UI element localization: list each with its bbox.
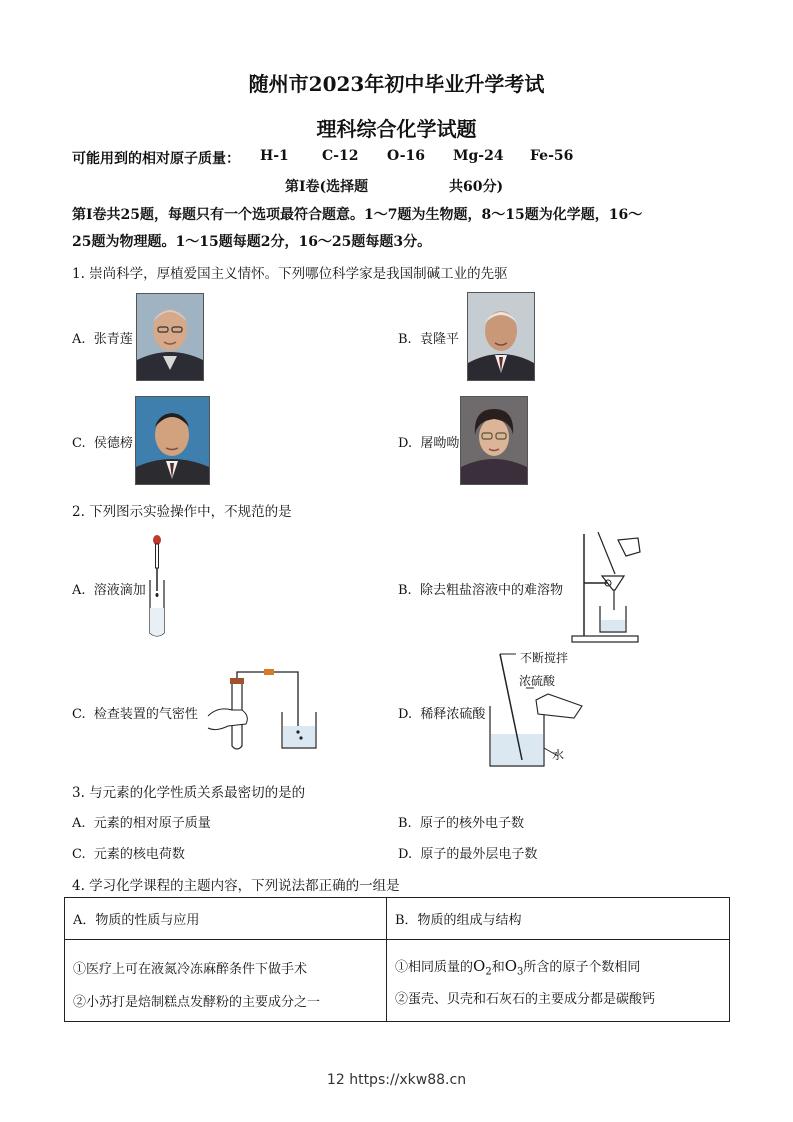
atomic-mass-h: H-1 bbox=[260, 148, 289, 164]
option-text: 侯德榜 bbox=[93, 436, 133, 451]
scientist-photo-b bbox=[467, 292, 535, 381]
page-footer bbox=[0, 1072, 793, 1088]
question-1-stem: 1. 崇尚科学，厚植爱国主义情怀。下列哪位科学家是我国制碱工业的先驱 bbox=[72, 266, 508, 282]
option-text: 原子的最外层电子数 bbox=[420, 847, 538, 862]
option-letter: D. bbox=[398, 847, 413, 862]
b1-prefix: ①相同质量的 bbox=[395, 960, 474, 975]
formula-o3-sub: 3 bbox=[517, 966, 524, 978]
dilution-diagram bbox=[486, 648, 596, 772]
option-letter: D. bbox=[398, 707, 413, 722]
option-text: 元素的相对原子质量 bbox=[93, 816, 211, 831]
option-text: 稀释浓硫酸 bbox=[420, 707, 486, 722]
option-letter: B. bbox=[398, 583, 412, 598]
q3-option-a[interactable] bbox=[72, 812, 211, 831]
q4-options-table bbox=[64, 897, 730, 1022]
option-text: 原子的核外电子数 bbox=[419, 816, 524, 831]
atomic-mass-label: 可能用到的相对原子质量： bbox=[72, 151, 240, 167]
option-letter: B. bbox=[398, 332, 412, 347]
q4-a-statement-1: ①医疗上可在液氮冷冻麻醉条件下做手术 bbox=[73, 962, 308, 977]
section-score: 共60分) bbox=[449, 179, 504, 195]
q4-a-statement-2: ②小苏打是焙制糕点发酵粉的主要成分之一 bbox=[73, 995, 321, 1010]
filtration-diagram bbox=[568, 528, 644, 644]
q3-option-c[interactable] bbox=[72, 843, 185, 862]
option-letter: A. bbox=[72, 332, 86, 347]
q1-option-a[interactable] bbox=[72, 328, 133, 347]
q1-option-d[interactable] bbox=[398, 432, 459, 451]
section-title: 第Ⅰ卷(选择题 bbox=[285, 179, 369, 195]
dropper-diagram bbox=[145, 533, 169, 639]
atomic-mass-fe: Fe-56 bbox=[530, 148, 574, 164]
q3-option-d[interactable] bbox=[398, 843, 537, 862]
formula-o2-sub: 2 bbox=[485, 966, 492, 978]
label-conc-acid: 浓硫酸 bbox=[519, 674, 556, 688]
q1-option-b[interactable] bbox=[398, 328, 459, 347]
q3-option-b[interactable] bbox=[398, 812, 524, 831]
option-text: 袁隆平 bbox=[419, 332, 459, 347]
exam-subtitle: 理科综合化学试题 bbox=[316, 117, 477, 141]
question-2-stem: 2. 下列图示实验操作中，不规范的是 bbox=[72, 504, 292, 520]
q4-option-a-body bbox=[65, 940, 387, 1022]
atomic-mass-c: C-12 bbox=[322, 148, 359, 164]
section-instructions-line2: 25题为物理题。1～15题每题2分，16～25题每题3分。 bbox=[72, 234, 432, 250]
option-letter: C. bbox=[72, 847, 86, 862]
option-text: 除去粗盐溶液中的难溶物 bbox=[419, 583, 563, 598]
option-text: 张青莲 bbox=[93, 332, 133, 347]
option-letter: C. bbox=[72, 436, 86, 451]
q4-b-statement-2: ②蛋壳、贝壳和石灰石的主要成分都是碳酸钙 bbox=[395, 991, 656, 1007]
label-water: 水 bbox=[552, 748, 565, 762]
scientist-photo-a bbox=[136, 293, 204, 381]
option-text: 屠呦呦 bbox=[420, 436, 460, 451]
b1-suffix: 所含的原子个数相同 bbox=[523, 960, 641, 975]
option-letter: A. bbox=[72, 583, 86, 598]
option-text: 检查装置的气密性 bbox=[93, 707, 198, 722]
label-stir: 不断搅拌 bbox=[520, 651, 569, 665]
option-text: 元素的核电荷数 bbox=[93, 847, 185, 862]
airtightness-diagram bbox=[206, 666, 326, 756]
q2-option-a[interactable] bbox=[72, 579, 146, 598]
option-letter: C. bbox=[72, 707, 86, 722]
q1-option-c[interactable] bbox=[72, 432, 133, 451]
b1-and: 和 bbox=[491, 960, 505, 975]
option-letter: D. bbox=[398, 436, 413, 451]
q2-option-d[interactable] bbox=[398, 703, 485, 722]
scientist-photo-c bbox=[135, 396, 210, 485]
question-3-stem: 3. 与元素的化学性质关系最密切的是的 bbox=[72, 785, 306, 801]
formula-o2: O bbox=[473, 957, 486, 975]
option-text: 溶液滴加 bbox=[93, 583, 146, 598]
q4-option-a-head[interactable]: A．物质的性质与应用 bbox=[65, 898, 387, 940]
exam-title: 随州市2023年初中毕业升学考试 bbox=[248, 72, 545, 96]
formula-o3: O bbox=[504, 957, 518, 975]
footer-url[interactable]: https://xkw88.cn bbox=[349, 1072, 467, 1088]
atomic-mass-mg: Mg-24 bbox=[453, 148, 504, 164]
q2-option-b[interactable] bbox=[398, 579, 563, 598]
q4-option-b-head[interactable]: B．物质的组成与结构 bbox=[387, 898, 730, 940]
option-letter: A. bbox=[72, 816, 86, 831]
question-4-stem: 4. 学习化学课程的主题内容，下列说法都正确的一组是 bbox=[72, 878, 400, 894]
scientist-photo-d bbox=[460, 396, 528, 485]
q2-option-c[interactable] bbox=[72, 703, 198, 722]
q4-b-statement-1 bbox=[395, 956, 721, 978]
section-instructions-line1: 第Ⅰ卷共25题，每题只有一个选项最符合题意。1～7题为生物题，8～15题为化学题，16～ bbox=[72, 207, 643, 223]
q4-option-b-body bbox=[387, 940, 730, 1022]
atomic-mass-o: O-16 bbox=[387, 148, 426, 164]
option-letter: B. bbox=[398, 816, 412, 831]
page-number: 12 bbox=[326, 1072, 345, 1088]
